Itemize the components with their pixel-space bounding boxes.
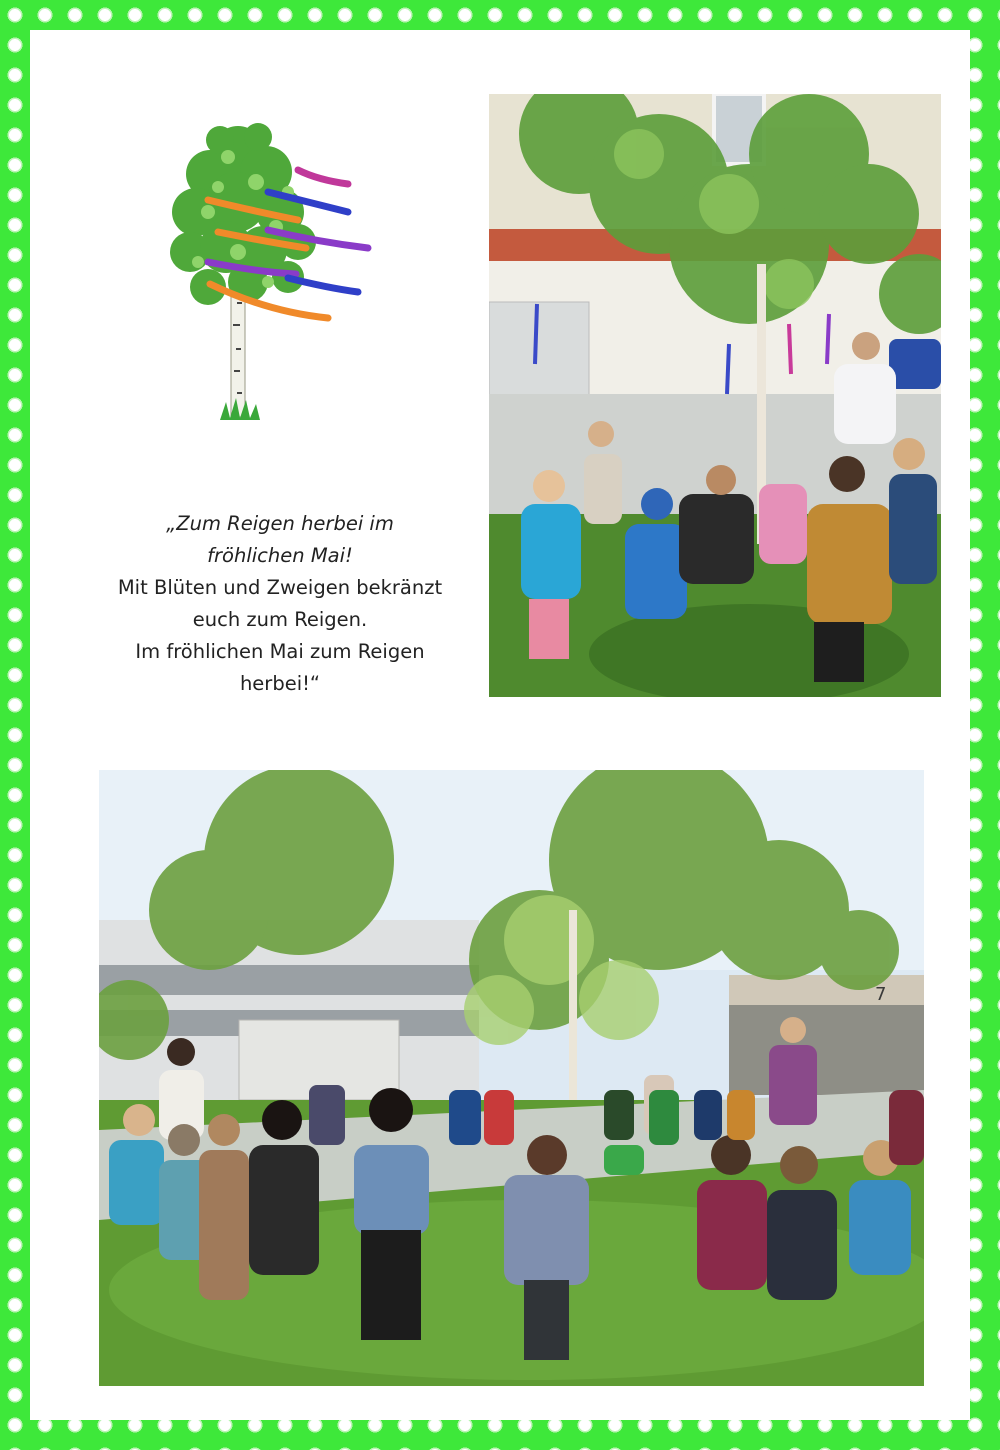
poem [100, 508, 460, 700]
poem-line: fröhlichen Mai! [207, 544, 353, 567]
building-sign: 7 [875, 984, 887, 1005]
maypole-icon [148, 112, 374, 424]
maypole-dance-photo [489, 94, 941, 697]
poem-line: herbei!“ [239, 672, 321, 695]
poem-line: Mit Blüten und Zweigen bekränzt [117, 576, 443, 599]
page-content [30, 30, 970, 1420]
poem-line: „Zum Reigen herbei im [166, 512, 394, 535]
poem-line: euch zum Reigen. [192, 608, 368, 631]
poem-line: Im fröhlichen Mai zum Reigen [135, 640, 425, 663]
children-circle-photo [99, 770, 924, 1386]
